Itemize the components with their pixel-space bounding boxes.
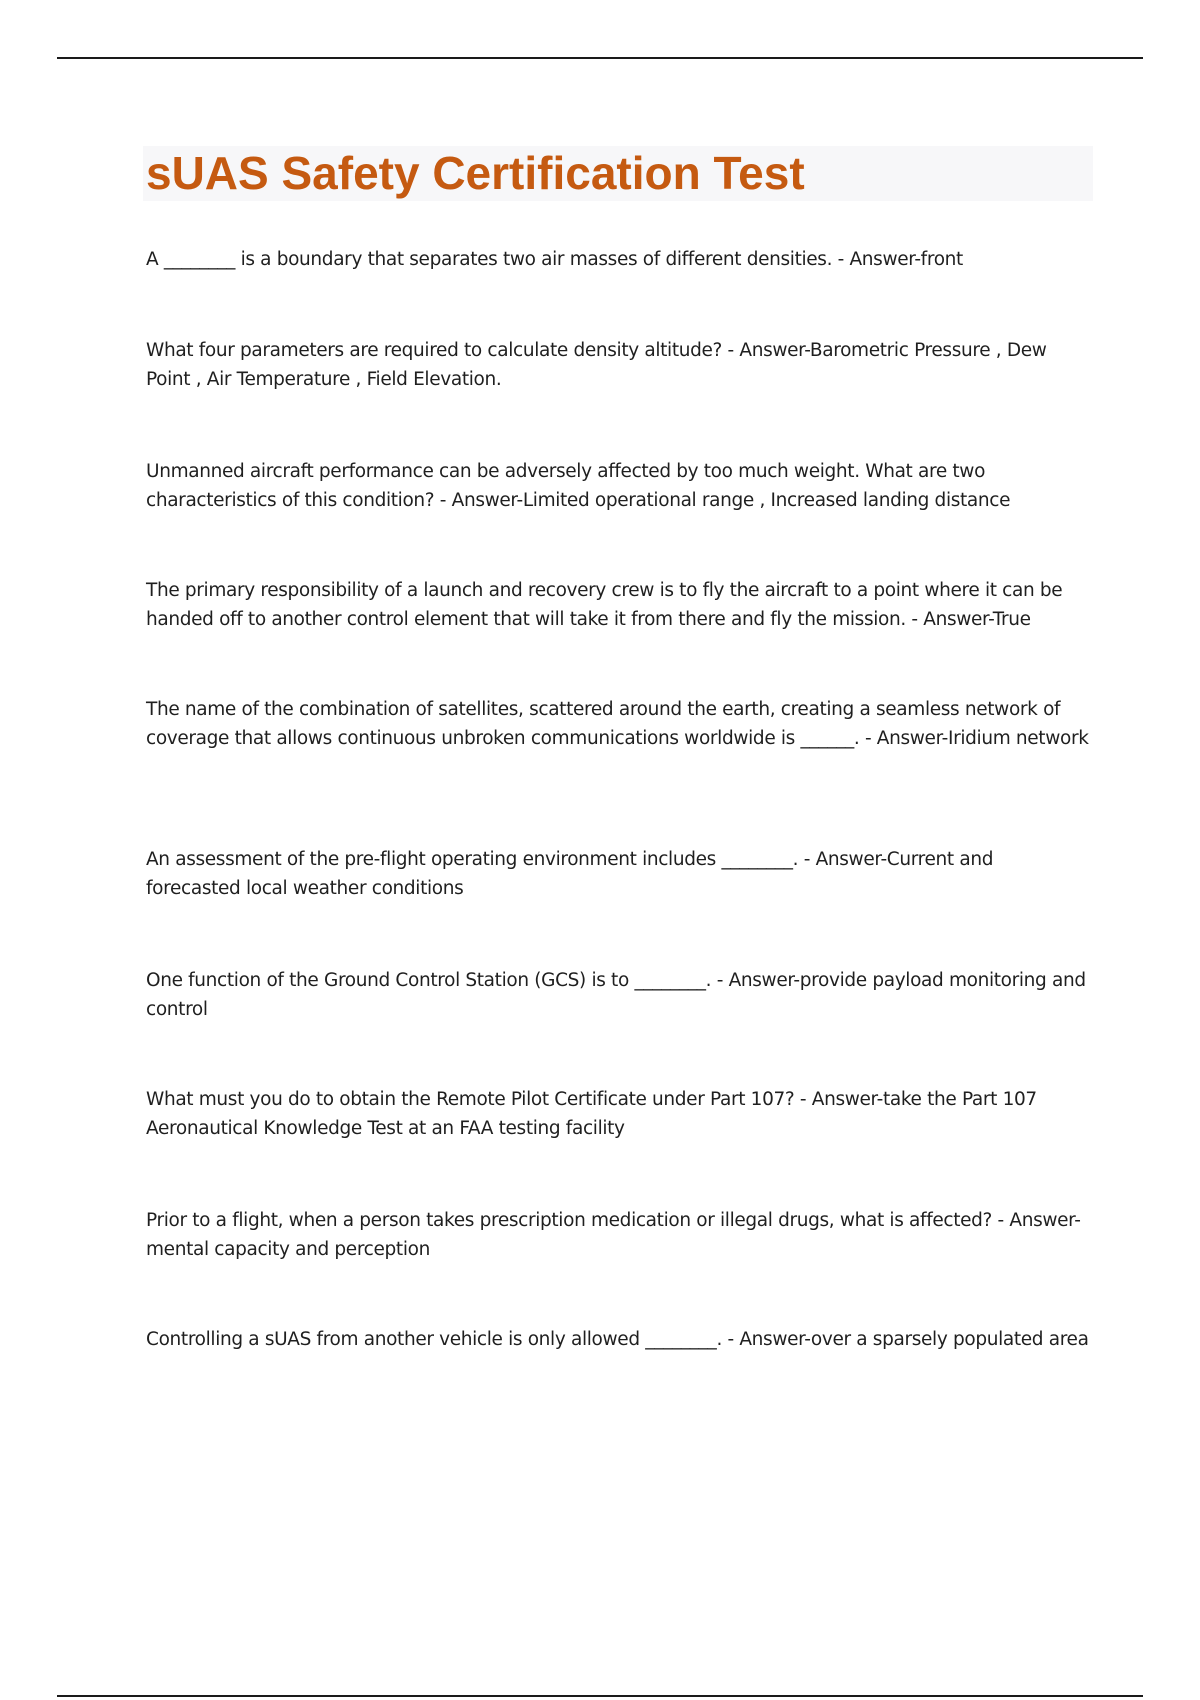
- question-4: The primary responsibility of a launch and recovery crew is to fly the aircraft to a point where it can be handed off to another control element that will take it from there and fly the mission. - Answer-True: [146, 580, 1063, 630]
- document-title: sUAS Safety Certification Test: [146, 147, 805, 199]
- question-6: An assessment of the pre-flight operating environment includes ________. - Answer-Current and forecasted local weather conditions: [146, 849, 994, 899]
- question-7: One function of the Ground Control Station (GCS) is to ________. - Answer-provide payload monitoring and control: [146, 970, 1086, 1020]
- top-rule: [57, 57, 1143, 59]
- question-3: Unmanned aircraft performance can be adversely affected by too much weight. What are two characteristics of this condition? - Answer-Limited operational range , Increased landing distance: [146, 461, 1011, 511]
- question-1: A ________ is a boundary that separates two air masses of different densities. - Answer-front: [146, 249, 963, 270]
- question-9: Prior to a flight, when a person takes prescription medication or illegal drugs, what is affected? - Answer-mental capacity and perception: [146, 1210, 1081, 1260]
- question-10: Controlling a sUAS from another vehicle is only allowed ________. - Answer-over a sparsely populated area: [146, 1329, 1089, 1350]
- question-5: The name of the combination of satellites, scattered around the earth, creating a seamless network of coverage that allows continuous unbroken communications worldwide is ______. - Answer-Iridium network: [146, 699, 1089, 749]
- question-2: What four parameters are required to calculate density altitude? - Answer-Barometric Pressure , Dew Point , Air Temperature , Field Elevation.: [146, 340, 1047, 390]
- bottom-rule: [57, 1695, 1143, 1697]
- question-8: What must you do to obtain the Remote Pilot Certificate under Part 107? - Answer-take the Part 107 Aeronautical Knowledge Test at an FAA testing facility: [146, 1089, 1037, 1139]
